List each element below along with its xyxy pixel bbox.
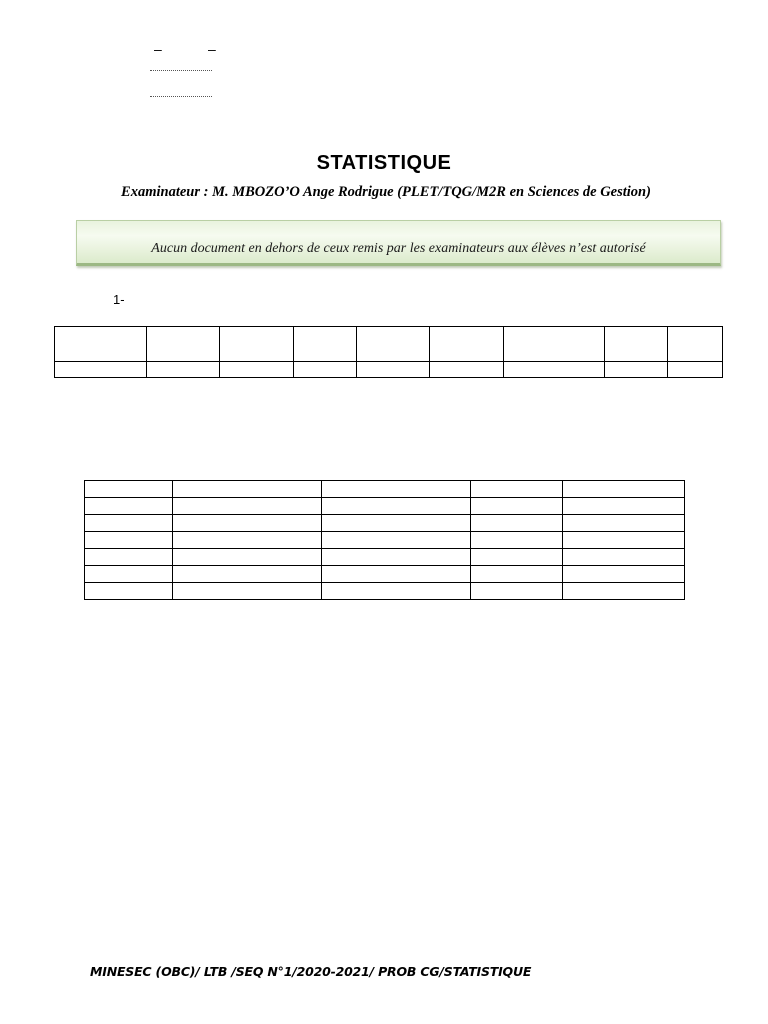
data-table-1 [54,326,723,378]
table-cell [85,498,173,515]
table-cell [173,566,322,583]
table-cell [471,498,563,515]
table-cell [563,583,685,600]
table-cell [55,327,147,362]
header-dash-right: – [208,41,216,57]
table-cell [173,498,322,515]
table-row [85,549,685,566]
table-cell [563,498,685,515]
table-cell [563,515,685,532]
table-cell [322,515,471,532]
table-cell [471,549,563,566]
table-cell [563,481,685,498]
table-cell [85,549,173,566]
footer-reference: MINESEC (OBC)/ LTB /SEQ N°1/2020-2021/ PROB CG/STATISTIQUE [90,964,532,979]
table-cell [471,532,563,549]
table-cell [471,583,563,600]
examiner-line: Examinateur : M. MBOZO’O Ange Rodrigue (PLET/TQG/M2R en Sciences de Gestion) [121,184,651,200]
table-row [55,327,723,362]
table-cell [322,566,471,583]
table-cell [668,327,723,362]
table-row [85,481,685,498]
table-row [85,532,685,549]
header-dotted-line-1 [150,70,212,71]
table-row [85,583,685,600]
table-cell [85,566,173,583]
table-cell [173,583,322,600]
table-cell [173,481,322,498]
table-cell [471,566,563,583]
table-cell [471,515,563,532]
table-cell [294,362,357,378]
table-row [85,498,685,515]
table-cell [55,362,147,378]
document-title: STATISTIQUE [316,152,452,174]
table-row [85,515,685,532]
data-table-2 [84,480,685,600]
table-cell [294,327,357,362]
table-cell [322,583,471,600]
table-cell [357,362,430,378]
table-cell [668,362,723,378]
table-cell [85,532,173,549]
table-cell [563,532,685,549]
table-cell [220,327,294,362]
question-number: 1- [113,292,125,307]
table-cell [322,549,471,566]
table-cell [322,498,471,515]
table-cell [504,362,605,378]
notice-text: Aucun document en dehors de ceux remis par les examinateurs aux élèves n’est autorisé [151,241,646,256]
table-cell [85,481,173,498]
table-cell [430,362,504,378]
table-cell [147,362,220,378]
table-cell [471,481,563,498]
table-cell [85,583,173,600]
table-cell [504,327,605,362]
table-cell [173,515,322,532]
table-row [55,362,723,378]
table-cell [605,362,668,378]
table-cell [220,362,294,378]
header-dash-left: – [154,41,162,57]
table-cell [85,515,173,532]
table-cell [357,327,430,362]
table-cell [322,532,471,549]
table-cell [563,549,685,566]
table-cell [173,549,322,566]
table-cell [173,532,322,549]
table-row [85,566,685,583]
table-cell [605,327,668,362]
notice-box [76,220,721,266]
table-cell [563,566,685,583]
table-cell [322,481,471,498]
header-dotted-line-2 [150,96,212,97]
table-cell [430,327,504,362]
table-cell [147,327,220,362]
